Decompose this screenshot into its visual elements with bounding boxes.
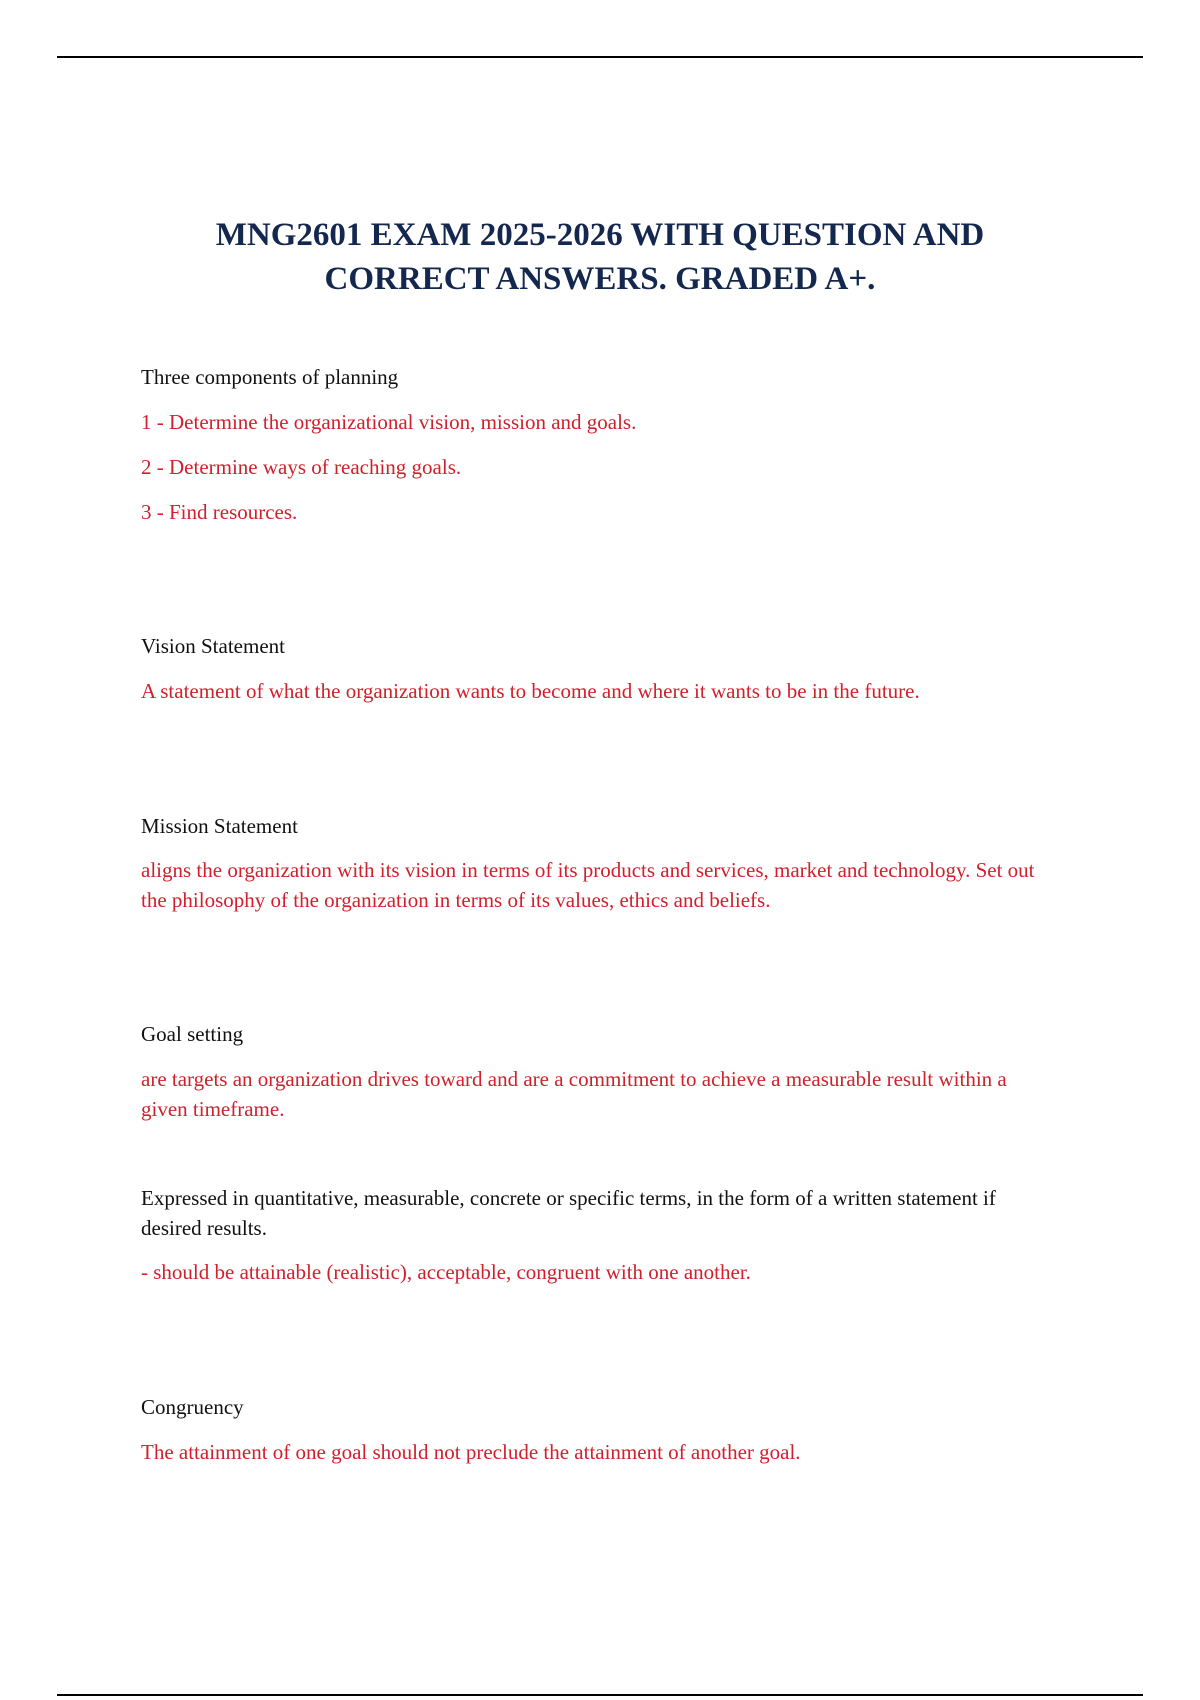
answer-planning-2: 2 - Determine ways of reaching goals. <box>141 455 462 479</box>
answer-congruency: The attainment of one goal should not preclude the attainment of another goal. <box>141 1440 801 1464</box>
answer-mission-statement: aligns the organization with its vision in terms of its products and services, market and technology. Set out the philosophy of the organization in terms of its values, ethics and beliefs. <box>141 858 1035 912</box>
bottom-rule <box>57 1694 1143 1696</box>
question-expressed-terms: Expressed in quantitative, measurable, concrete or specific terms, in the form of a written statement if desired results. <box>141 1186 996 1240</box>
question-goal-setting: Goal setting <box>141 1022 244 1046</box>
answer-planning-3: 3 - Find resources. <box>141 500 298 524</box>
question-vision-statement: Vision Statement <box>141 634 285 658</box>
question-congruency: Congruency <box>141 1395 244 1419</box>
title-line-1: MNG2601 EXAM 2025-2026 WITH QUESTION AND <box>215 217 985 253</box>
question-planning-components: Three components of planning <box>141 365 399 389</box>
answer-planning-1: 1 - Determine the organizational vision, mission and goals. <box>141 410 637 434</box>
document-title <box>140 213 1060 301</box>
title-line-2: CORRECT ANSWERS. GRADED A+. <box>324 261 876 297</box>
answer-goal-setting: are targets an organization drives toward and are a commitment to achieve a measurable result within a given timeframe. <box>141 1067 1007 1121</box>
answer-expressed-terms: - should be attainable (realistic), acceptable, congruent with one another. <box>141 1260 751 1284</box>
answer-vision-statement: A statement of what the organization wants to become and where it wants to be in the future. <box>141 679 920 703</box>
question-mission-statement: Mission Statement <box>141 814 298 838</box>
top-rule <box>57 56 1143 58</box>
